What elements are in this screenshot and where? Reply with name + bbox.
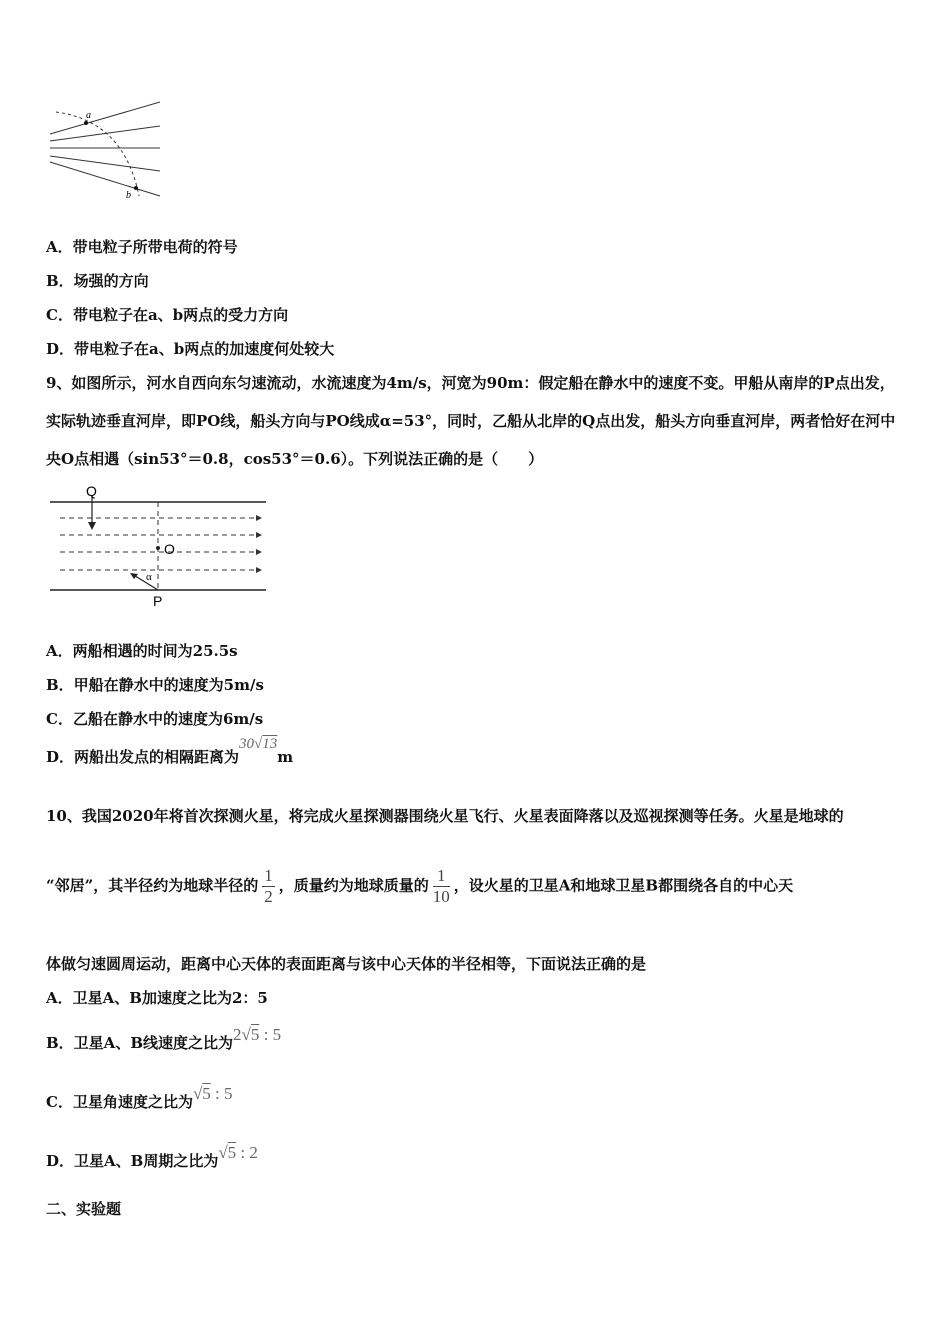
label-q: Q bbox=[86, 483, 97, 499]
q10-line-2: “邻居”，其半径约为地球半径的 $\frac{1}{2}$ ，质量约为地球质量的 $\frac{1}{10}$ ，设火星的卫星A和地球卫星B都围绕各自的中心天 bbox=[46, 866, 794, 906]
q10-line-3: 体做匀速圆周运动，距离中心天体的表面距离与该中心天体的半径相等，下面说法正确的是 bbox=[46, 955, 647, 973]
q8-option-d: D．带电粒子在a、b两点的加速度何处较大 bbox=[46, 340, 335, 358]
label-b: b bbox=[126, 190, 131, 201]
q10-line-1: 10、我国2020年将首次探测火星，将完成火星探测器围绕火星飞行、火星表面降落以及巡视探测等任务。火星是地球的 bbox=[46, 807, 844, 825]
label-alpha: α bbox=[146, 571, 152, 583]
q9-option-b: B．甲船在静水中的速度为5m/s bbox=[46, 676, 264, 694]
river-figure bbox=[46, 480, 272, 610]
q8-option-b: B．场强的方向 bbox=[46, 272, 149, 290]
q10-option-c-math: √5 : 5 bbox=[192, 1084, 233, 1103]
label-o: O bbox=[164, 541, 175, 557]
q9-option-c: C．乙船在静水中的速度为6m/s bbox=[46, 710, 264, 728]
q9-option-d-unit: m bbox=[277, 748, 294, 766]
q10-option-d: D．卫星A、B周期之比为√5 : 2 bbox=[46, 1143, 258, 1170]
q10-option-b-math: 2√5 : 5 bbox=[233, 1025, 282, 1044]
q9-option-a: A．两船相遇的时间为25.5s bbox=[46, 642, 238, 660]
q9-option-d-text: D．两船出发点的相隔距离为 bbox=[46, 748, 240, 766]
q10-option-c: C．卫星角速度之比为√5 : 5 bbox=[46, 1084, 233, 1111]
fraction-tenth: $\frac{1}{10}$ bbox=[432, 866, 450, 906]
label-a: a bbox=[86, 110, 91, 121]
q10-option-b: B．卫星A、B线速度之比为2√5 : 5 bbox=[46, 1025, 282, 1052]
q9-option-d bbox=[46, 736, 294, 767]
section-title: 二、实验题 bbox=[46, 1200, 122, 1218]
q10-option-d-math: √5 : 2 bbox=[218, 1143, 258, 1162]
q8-option-a: A．带电粒子所带电荷的符号 bbox=[46, 238, 238, 256]
q10-option-a: A．卫星A、B加速度之比为2：5 bbox=[46, 989, 268, 1007]
fraction-half: $\frac{1}{2}$ bbox=[264, 866, 273, 906]
label-p: P bbox=[153, 593, 163, 609]
q9-option-d-math: 30√13 bbox=[239, 736, 278, 752]
field-lines-figure bbox=[44, 96, 174, 204]
q8-option-c: C．带电粒子在a、b两点的受力方向 bbox=[46, 306, 289, 324]
q9-stem: 9、如图所示，河水自西向东匀速流动，水流速度为4m/s，河宽为90m：假定船在静水中的速度不变。甲船从南岸的P点出发，实际轨迹垂直河岸，即PO线，船头方向与PO线成α=53°，同时，乙船从北岸的Q点出发，船头方向垂直河岸，两者恰好在河中央O点相遇（sin53°＝0.8，cos53°＝0.6）。下列说法正确的是（ ） bbox=[46, 374, 896, 468]
